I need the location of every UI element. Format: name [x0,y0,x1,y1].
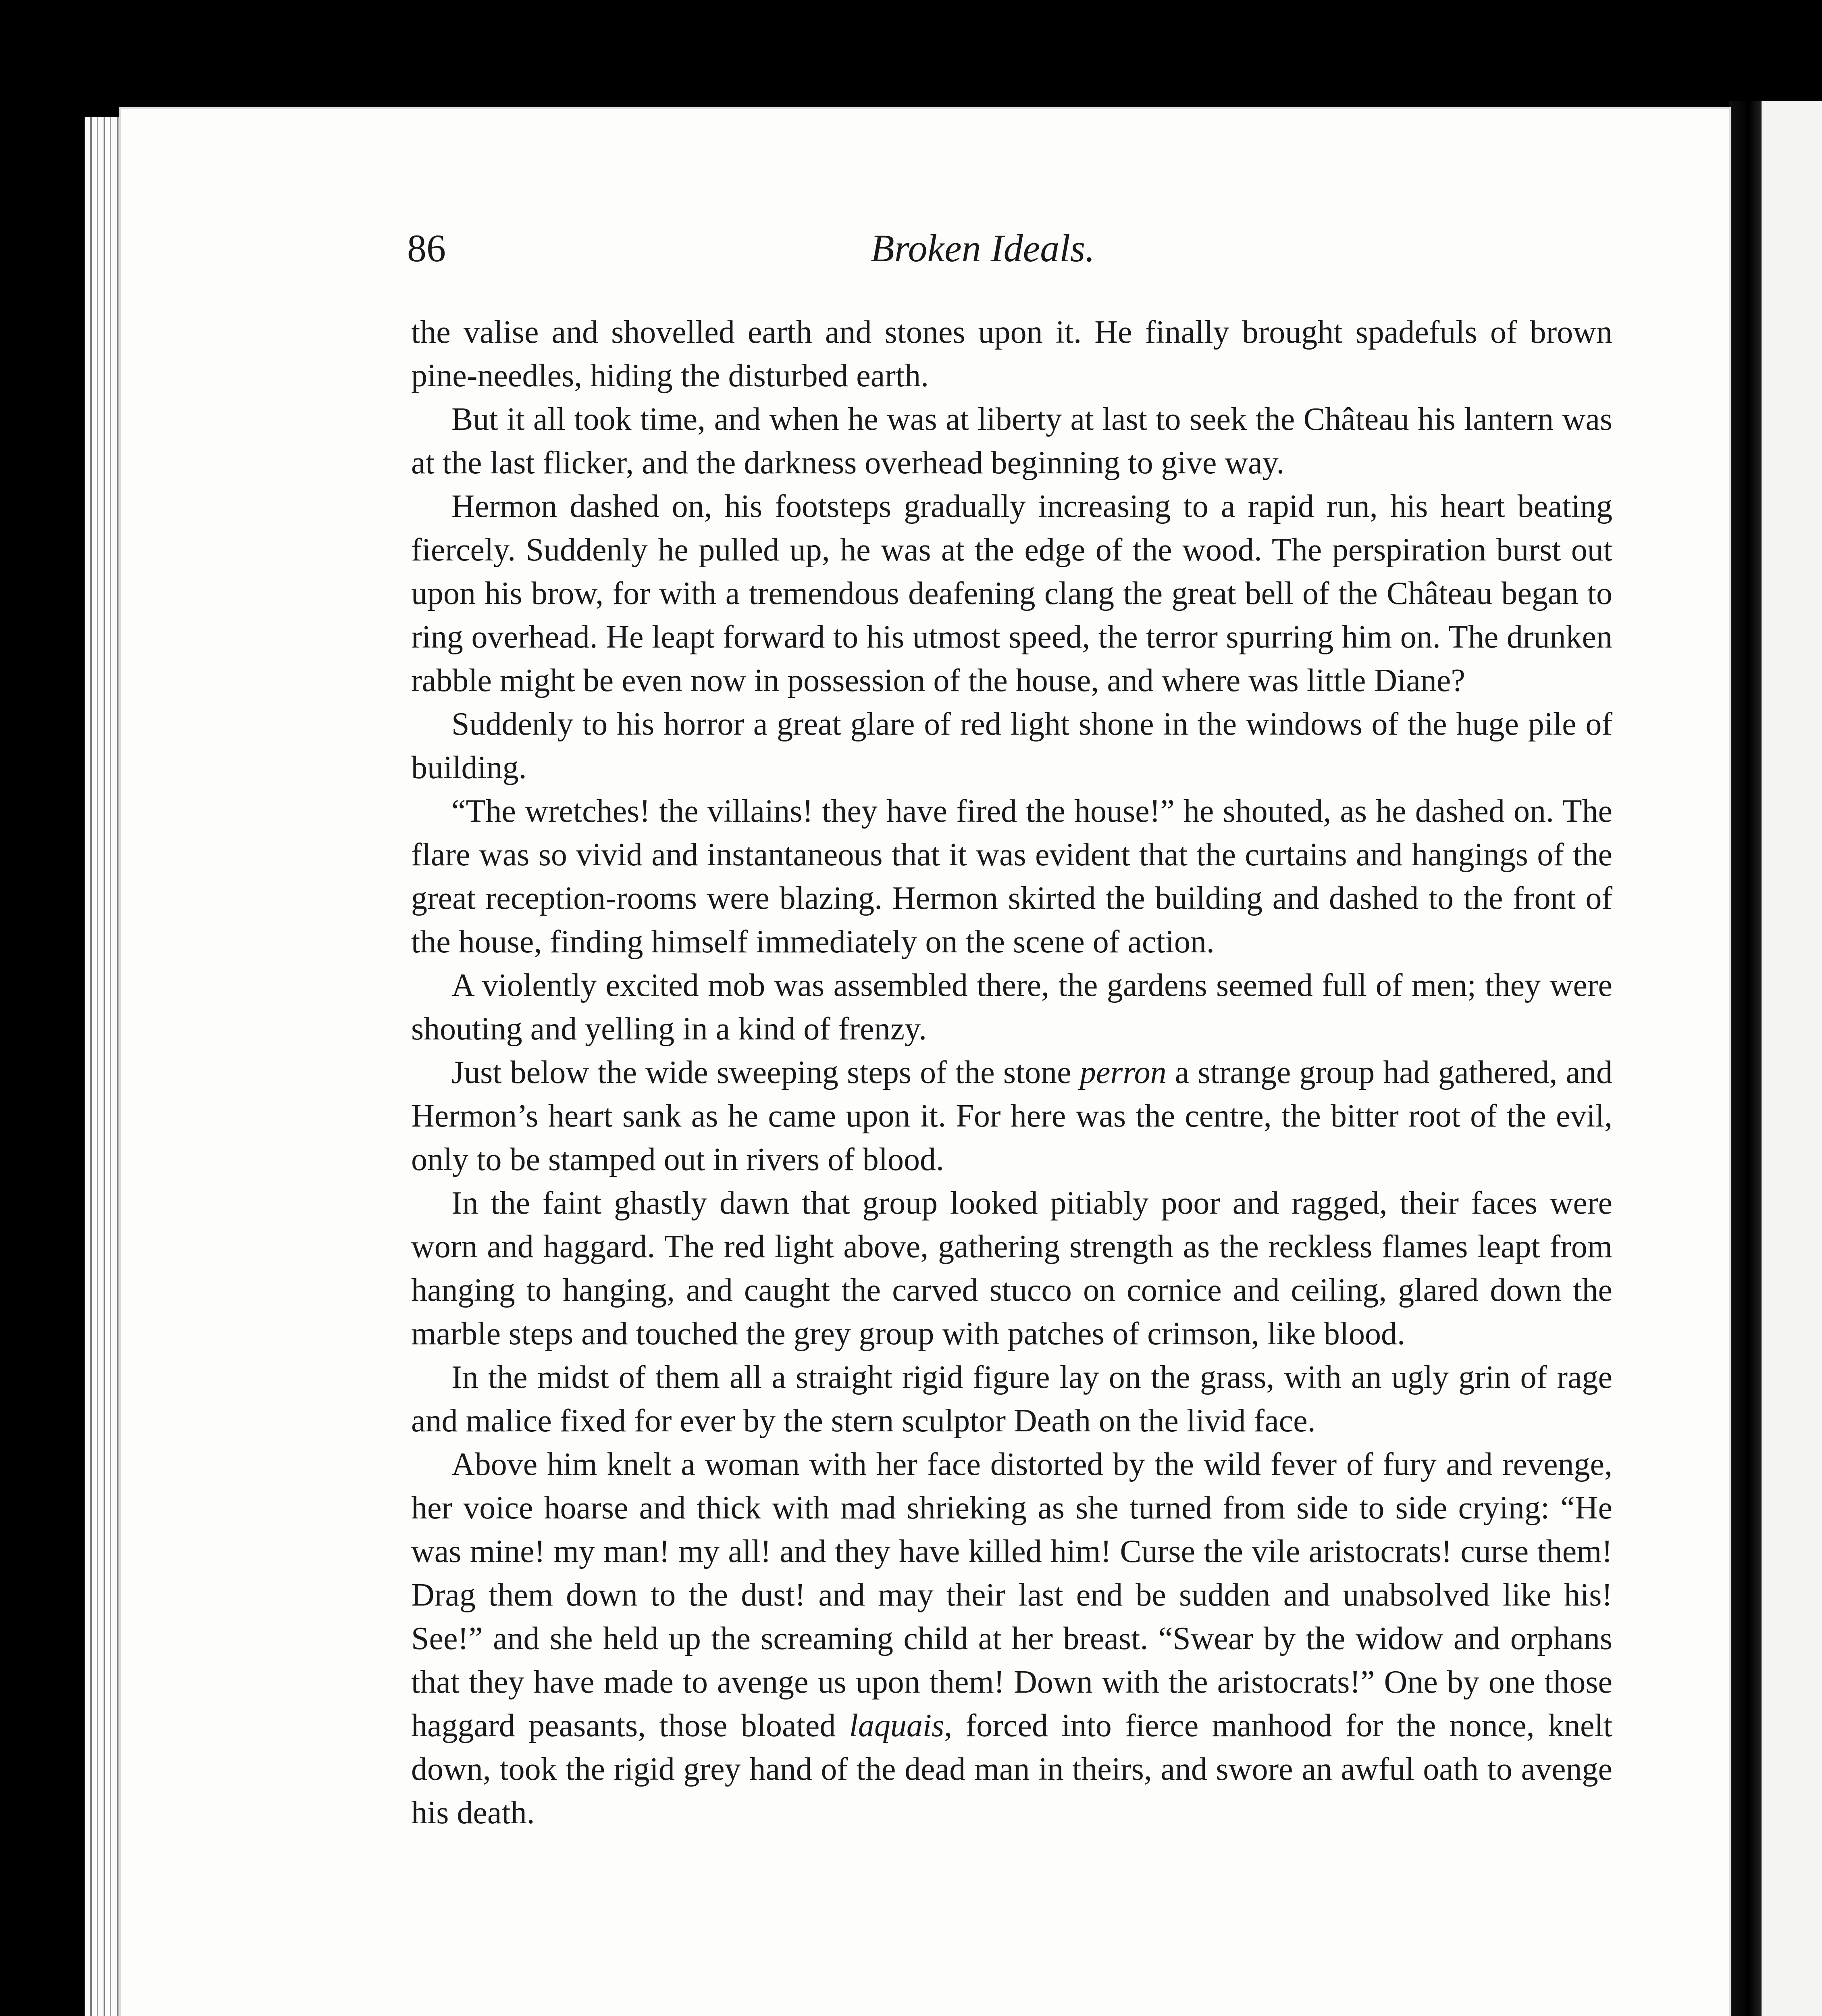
paragraph [411,702,1612,789]
body-text [411,310,1612,1835]
paragraph [411,789,1612,964]
text-run: Hermon dashed on, his footsteps gradually increasing to a rapid run, his heart beating fiercely. Suddenly he pulled up, he was at the edge of the wood. The perspiration burst out upon his brow, for with a tremendous deafening clang the great bell of the Château began to ring overhead. He leapt forward to his utmost speed, the terror spurring him on. The drunken rabble might be even now in possession of the house, and where was little Diane? [411,489,1612,698]
paragraph [411,964,1612,1051]
paragraph [411,1356,1612,1443]
binding-gutter [1729,101,1762,2016]
text-run: , forced into fierce manhood for the nonce, knelt down, took the rigid grey hand of the dead man in theirs, and swore an awful oath to avenge his death. [411,1708,1612,1831]
text-run: But it all took time, and when he was at liberty at last to seek the Château his lantern was at the last flicker, and the darkness overhead beginning to give way. [411,402,1612,481]
running-title: Broken Ideals. [871,227,1095,270]
paragraph [411,1051,1612,1181]
text-run: In the faint ghastly dawn that group looked pitiably poor and ragged, their faces were worn and haggard. The red light above, gathering strength as the reckless flames leapt from hanging to hanging, and caught the carved stucco on cornice and ceiling, glared down the marble steps and touched the grey group with patches of crimson, like blood. [411,1185,1612,1352]
text-run: “The wretches! the villains! they have fired the house!” he shouted, as he dashed on. The flare was so vivid and instantaneous that it was evident that the curtains and hangings of the great reception-rooms were blazing. Hermon skirted the building and dashed to the front of the house, finding himself immediately on the scene of action. [411,793,1612,960]
text-run: Suddenly to his horror a great glare of red light shone in the windows of the huge pile of building. [411,706,1612,785]
paragraph [411,398,1612,485]
text-run: Just below the wide sweeping steps of the stone [451,1055,1080,1090]
italic-term: perron [1079,1055,1167,1090]
text-run: Above him knelt a woman with her face distorted by the wild fever of fury and revenge, her voice hoarse and thick with mad shrieking as she turned from side to side crying: “He was mine! my man! my all! and they have killed him! Curse the vile aristocrats! curse them! Drag them down to the dust! and may their last end be sudden and unabsolved like his! See!” and she held up the screaming child at her breast. “Swear by the widow and orphans that they have made to avenge us upon them! Down with the aristocrats!” One by one those haggard peasants, those bloated [411,1447,1612,1743]
text-run: a strange group had gathered, and Hermon’s heart sank as he came upon it. For here was the centre, the bitter root of the evil, only to be stamped out in rivers of blood. [411,1055,1612,1177]
text-run: In the midst of them all a straight rigid figure lay on the grass, with an ugly grin of rage and malice fixed for ever by the stern sculptor Death on the livid face. [411,1360,1612,1439]
facing-page-edge [1762,101,1822,2016]
paragraph [411,1443,1612,1835]
page-header [407,226,1576,282]
text-run: A violently excited mob was assembled there, the gardens seemed full of men; they were shouting and yelling in a kind of frenzy. [411,968,1612,1047]
paragraph [411,485,1612,702]
paragraph [411,310,1612,398]
italic-term: laquais [849,1708,944,1743]
page-number: 86 [407,227,446,270]
text-run: the valise and shovelled earth and stones upon it. He finally brought spadefuls of brown pine-needles, hiding the disturbed earth. [411,314,1612,394]
paragraph [411,1181,1612,1356]
